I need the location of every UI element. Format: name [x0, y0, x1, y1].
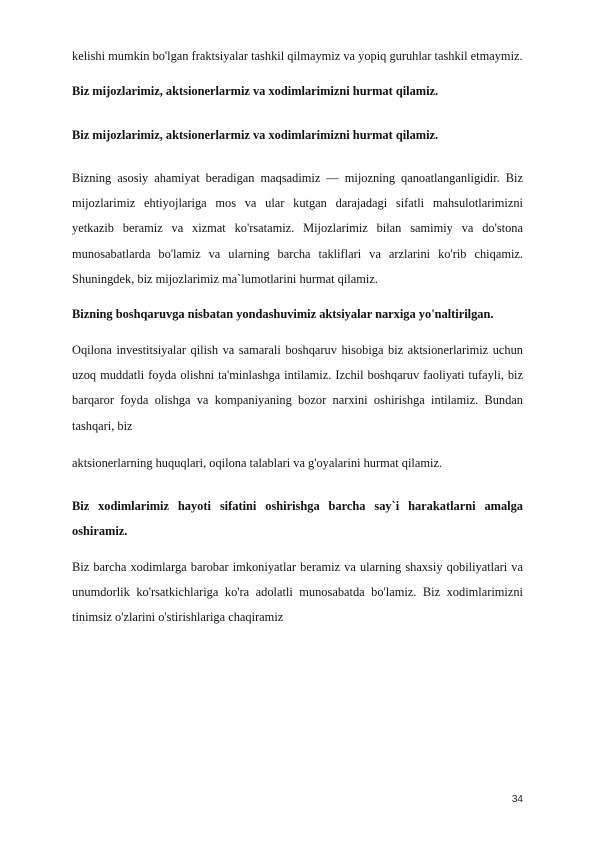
document-page: [72, 44, 523, 631]
heading-4: Biz xodimlarimiz hayoti sifatini oshirishga barcha say`i harakatlarni amalga oshiramiz.: [72, 499, 523, 539]
paragraph-3: Oqilona investitsiyalar qilish va samarali boshqaruv hisobiga biz aktsionerlarimiz uchun uzoq muddatli foyda olishni ta'minlashga intilamiz. Izchil boshqaruv faoliyati tufayli, biz barqaror foyda olishga va kompaniyaning bozor narxini oshirishga intilamiz. Bundan tashqari, biz: [72, 342, 523, 433]
paragraph-2: Bizning asosiy ahamiyat beradigan maqsadimiz — mijozning qanoatlanganligidir. Biz mijozlarimiz ehtiyojlariga mos va ular kutgan darajadagi sifatli mahsulotlarimizni yetkazib beramiz va xizmat ko'rsatamiz. Mijozlarimiz bilan samimiy va do'stona munosabatlarda bo'lamiz va ularning barcha takliflari va arzlarini ko'rib chiqamiz. Shuningdek, biz mijozlarimiz ma`lumotlarini hurmat qilamiz.: [72, 170, 523, 287]
paragraph-5: Biz barcha xodimlarga barobar imkoniyatlar beramiz va ularning shaxsiy qobiliyatlari va unumdorlik ko'rsatkichlariga ko'ra adolatli munosabatda bo'lamiz. Biz xodimlarimizni tinimsiz o'zlarini o'stirishlariga chaqiramiz: [72, 559, 523, 625]
paragraph-1: kelishi mumkin bo'lgan fraktsiyalar tashkil qilmaymiz va yopiq guruhlar tashkil etmaymiz.: [72, 49, 523, 63]
heading-2: Biz mijozlarimiz, aktsionerlarmiz va xodimlarimizni hurmat qilamiz.: [72, 127, 439, 142]
paragraph-4: aktsionerlarning huquqlari, oqilona talablari va g'oyalarini hurmat qilamiz.: [72, 455, 443, 470]
page-number: 34: [511, 794, 523, 805]
heading-3: Bizning boshqaruvga nisbatan yondashuvimiz aktsiyalar narxiga yo'naltirilgan.: [72, 307, 494, 322]
heading-1: Biz mijozlarimiz, aktsionerlarmiz va xodimlarimizni hurmat qilamiz.: [72, 84, 439, 99]
